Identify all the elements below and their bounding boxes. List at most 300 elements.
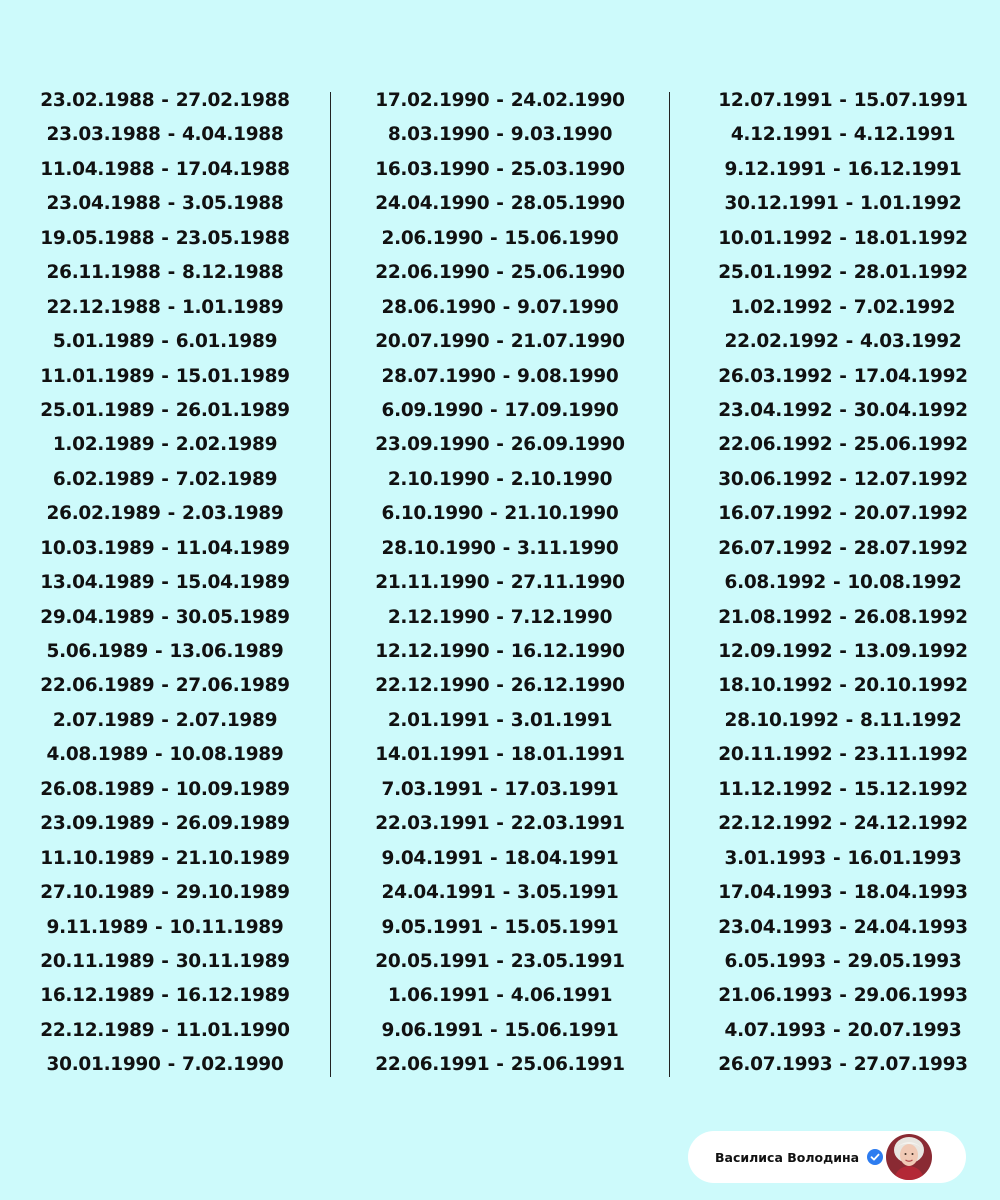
range-separator: - xyxy=(167,503,175,525)
range-start-date: 4.12.1991 xyxy=(730,124,833,146)
date-range-row xyxy=(25,945,305,979)
range-separator: - xyxy=(167,124,175,146)
range-separator: - xyxy=(155,641,163,662)
range-end-date: 16.12.1991 xyxy=(847,158,962,180)
range-start-date: 4.07.1993 xyxy=(724,1019,827,1041)
range-separator: - xyxy=(161,813,169,835)
range-end-date: 17.04.1992 xyxy=(853,365,968,387)
range-start-date: 23.09.1989 xyxy=(40,813,155,835)
range-end-date: 17.09.1990 xyxy=(504,399,619,421)
range-separator: - xyxy=(167,1054,175,1076)
date-range-row xyxy=(708,497,978,531)
date-range-row xyxy=(708,1048,978,1082)
range-end-date: 17.04.1988 xyxy=(175,158,290,180)
range-separator: - xyxy=(839,262,847,284)
date-range-row xyxy=(365,118,635,152)
date-range-row xyxy=(25,807,305,841)
range-separator: - xyxy=(839,916,847,938)
date-range-row xyxy=(365,635,635,669)
date-range-row xyxy=(365,842,635,876)
range-separator: - xyxy=(161,778,169,800)
range-end-date: 8.12.1988 xyxy=(181,262,284,284)
range-end-date: 29.05.1993 xyxy=(847,950,962,972)
date-range-row xyxy=(365,1014,635,1048)
range-end-date: 10.11.1989 xyxy=(169,916,284,938)
range-separator: - xyxy=(845,193,853,215)
range-separator: - xyxy=(490,1019,498,1041)
range-start-date: 26.07.1992 xyxy=(718,537,833,559)
range-start-date: 28.10.1990 xyxy=(381,537,496,559)
range-start-date: 12.09.1992 xyxy=(718,641,833,662)
date-range-row xyxy=(708,945,978,979)
range-end-date: 23.05.1991 xyxy=(510,950,625,972)
range-start-date: 12.12.1990 xyxy=(375,641,490,662)
range-end-date: 15.07.1991 xyxy=(853,90,968,111)
date-range-row xyxy=(708,979,978,1013)
range-start-date: 26.11.1988 xyxy=(46,262,161,284)
date-range-row xyxy=(25,876,305,910)
range-start-date: 7.03.1991 xyxy=(381,778,484,800)
range-separator: - xyxy=(839,468,847,490)
range-end-date: 29.10.1989 xyxy=(175,882,290,904)
date-range-row xyxy=(25,222,305,256)
range-end-date: 11.01.1990 xyxy=(175,1019,290,1041)
range-start-date: 23.04.1993 xyxy=(718,916,833,938)
range-separator: - xyxy=(496,1054,504,1076)
range-separator: - xyxy=(496,675,504,697)
range-separator: - xyxy=(845,709,853,731)
range-end-date: 21.10.1989 xyxy=(175,847,290,869)
range-separator: - xyxy=(845,331,853,353)
date-range-row xyxy=(365,291,635,325)
range-start-date: 11.10.1989 xyxy=(40,847,155,869)
range-end-date: 20.07.1992 xyxy=(853,503,968,525)
range-end-date: 23.05.1988 xyxy=(175,227,290,249)
date-column-1 xyxy=(25,84,305,1083)
range-start-date: 2.06.1990 xyxy=(381,227,484,249)
range-separator: - xyxy=(161,709,169,731)
range-start-date: 21.08.1992 xyxy=(718,606,833,628)
range-separator: - xyxy=(167,262,175,284)
range-separator: - xyxy=(161,399,169,421)
date-range-row xyxy=(365,153,635,187)
author-badge[interactable] xyxy=(688,1131,966,1183)
range-separator: - xyxy=(833,1019,841,1041)
range-end-date: 7.02.1990 xyxy=(181,1054,284,1076)
author-avatar[interactable] xyxy=(886,1134,932,1180)
range-separator: - xyxy=(496,572,504,594)
range-start-date: 11.04.1988 xyxy=(40,158,155,180)
range-end-date: 25.03.1990 xyxy=(510,158,625,180)
range-end-date: 4.04.1988 xyxy=(181,124,284,146)
range-separator: - xyxy=(839,365,847,387)
range-end-date: 2.03.1989 xyxy=(181,503,284,525)
range-end-date: 23.11.1992 xyxy=(853,744,968,766)
date-range-row xyxy=(365,566,635,600)
range-end-date: 18.04.1993 xyxy=(853,882,968,904)
range-end-date: 10.08.1989 xyxy=(169,744,284,766)
range-end-date: 15.12.1992 xyxy=(853,778,968,800)
date-range-row xyxy=(708,773,978,807)
range-start-date: 27.10.1989 xyxy=(40,882,155,904)
date-range-row xyxy=(365,497,635,531)
range-separator: - xyxy=(839,606,847,628)
date-range-row xyxy=(25,532,305,566)
range-start-date: 2.07.1989 xyxy=(52,709,155,731)
range-end-date: 18.01.1991 xyxy=(510,744,625,766)
range-separator: - xyxy=(161,537,169,559)
range-end-date: 28.07.1992 xyxy=(853,537,968,559)
range-end-date: 10.09.1989 xyxy=(175,778,290,800)
range-end-date: 2.02.1989 xyxy=(175,434,278,456)
range-end-date: 24.12.1992 xyxy=(853,813,968,835)
range-start-date: 6.09.1990 xyxy=(381,399,484,421)
range-separator: - xyxy=(839,90,847,111)
range-start-date: 16.03.1990 xyxy=(375,158,490,180)
range-end-date: 13.06.1989 xyxy=(169,641,284,662)
range-separator: - xyxy=(496,985,504,1007)
range-start-date: 12.07.1991 xyxy=(718,90,833,111)
range-start-date: 6.02.1989 xyxy=(52,468,155,490)
range-separator: - xyxy=(161,675,169,697)
date-range-row xyxy=(708,876,978,910)
range-start-date: 21.11.1990 xyxy=(375,572,490,594)
range-end-date: 16.12.1989 xyxy=(175,985,290,1007)
date-range-row xyxy=(708,153,978,187)
range-start-date: 14.01.1991 xyxy=(375,744,490,766)
range-start-date: 1.02.1992 xyxy=(730,296,833,318)
range-separator: - xyxy=(496,193,504,215)
range-separator: - xyxy=(839,1054,847,1076)
range-end-date: 3.01.1991 xyxy=(510,709,613,731)
date-range-row xyxy=(708,187,978,221)
date-range-row xyxy=(708,360,978,394)
range-start-date: 10.01.1992 xyxy=(718,227,833,249)
range-end-date: 18.01.1992 xyxy=(853,227,968,249)
range-start-date: 18.10.1992 xyxy=(718,675,833,697)
range-start-date: 28.10.1992 xyxy=(724,709,839,731)
range-separator: - xyxy=(839,227,847,249)
range-end-date: 2.10.1990 xyxy=(510,468,613,490)
date-range-row xyxy=(25,979,305,1013)
date-range-row xyxy=(25,1048,305,1082)
date-range-row xyxy=(25,911,305,945)
date-range-row xyxy=(25,669,305,703)
date-range-row xyxy=(708,738,978,772)
range-start-date: 22.02.1992 xyxy=(724,331,839,353)
range-start-date: 23.04.1992 xyxy=(718,399,833,421)
date-range-row xyxy=(25,497,305,531)
range-start-date: 23.03.1988 xyxy=(46,124,161,146)
date-range-row xyxy=(25,256,305,290)
range-end-date: 2.07.1989 xyxy=(175,709,278,731)
range-start-date: 1.02.1989 xyxy=(52,434,155,456)
range-end-date: 20.07.1993 xyxy=(847,1019,962,1041)
range-end-date: 7.02.1989 xyxy=(175,468,278,490)
range-start-date: 2.10.1990 xyxy=(387,468,490,490)
range-separator: - xyxy=(161,365,169,387)
range-separator: - xyxy=(502,296,510,318)
range-separator: - xyxy=(490,503,498,525)
range-start-date: 11.12.1992 xyxy=(718,778,833,800)
range-end-date: 26.01.1989 xyxy=(175,399,290,421)
date-range-row xyxy=(708,704,978,738)
date-range-row xyxy=(365,945,635,979)
range-separator: - xyxy=(839,503,847,525)
range-separator: - xyxy=(161,985,169,1007)
date-range-row xyxy=(25,601,305,635)
range-start-date: 17.02.1990 xyxy=(375,90,490,111)
range-start-date: 9.12.1991 xyxy=(724,158,827,180)
date-range-row xyxy=(708,394,978,428)
range-start-date: 30.01.1990 xyxy=(46,1054,161,1076)
column-divider xyxy=(330,92,331,1077)
range-start-date: 22.06.1990 xyxy=(375,262,490,284)
date-range-row xyxy=(708,566,978,600)
date-range-row xyxy=(25,153,305,187)
range-start-date: 24.04.1990 xyxy=(375,193,490,215)
range-end-date: 27.07.1993 xyxy=(853,1054,968,1076)
range-end-date: 1.01.1992 xyxy=(859,193,962,215)
date-range-row xyxy=(365,428,635,462)
range-start-date: 9.05.1991 xyxy=(381,916,484,938)
range-separator: - xyxy=(161,606,169,628)
date-range-row xyxy=(708,842,978,876)
range-separator: - xyxy=(839,399,847,421)
date-range-row xyxy=(708,807,978,841)
range-separator: - xyxy=(833,572,841,594)
range-start-date: 21.06.1993 xyxy=(718,985,833,1007)
range-end-date: 25.06.1990 xyxy=(510,262,625,284)
range-separator: - xyxy=(833,950,841,972)
range-end-date: 12.07.1992 xyxy=(853,468,968,490)
range-separator: - xyxy=(502,537,510,559)
range-end-date: 1.01.1989 xyxy=(181,296,284,318)
date-range-row xyxy=(365,876,635,910)
range-end-date: 4.03.1992 xyxy=(859,331,962,353)
range-end-date: 27.02.1988 xyxy=(175,90,290,111)
date-column-3 xyxy=(708,84,978,1083)
range-end-date: 15.06.1991 xyxy=(504,1019,619,1041)
range-separator: - xyxy=(496,950,504,972)
range-end-date: 15.06.1990 xyxy=(504,227,619,249)
date-range-row xyxy=(365,325,635,359)
range-end-date: 29.06.1993 xyxy=(853,985,968,1007)
range-separator: - xyxy=(496,641,504,662)
range-separator: - xyxy=(839,675,847,697)
range-start-date: 6.10.1990 xyxy=(381,503,484,525)
range-separator: - xyxy=(167,193,175,215)
range-separator: - xyxy=(496,468,504,490)
range-separator: - xyxy=(496,331,504,353)
range-separator: - xyxy=(161,847,169,869)
range-start-date: 23.04.1988 xyxy=(46,193,161,215)
range-end-date: 26.09.1989 xyxy=(175,813,290,835)
range-end-date: 15.01.1989 xyxy=(175,365,290,387)
range-separator: - xyxy=(490,778,498,800)
date-range-row xyxy=(365,394,635,428)
range-separator: - xyxy=(839,537,847,559)
date-range-row xyxy=(708,84,978,118)
range-start-date: 8.03.1990 xyxy=(387,124,490,146)
date-range-row xyxy=(25,463,305,497)
column-divider xyxy=(669,92,670,1077)
date-range-row xyxy=(365,256,635,290)
date-range-row xyxy=(25,394,305,428)
range-separator: - xyxy=(161,950,169,972)
range-start-date: 6.05.1993 xyxy=(724,950,827,972)
range-separator: - xyxy=(839,641,847,662)
range-separator: - xyxy=(496,262,504,284)
range-end-date: 16.01.1993 xyxy=(847,847,962,869)
range-start-date: 23.02.1988 xyxy=(40,90,155,111)
range-separator: - xyxy=(839,882,847,904)
range-start-date: 28.07.1990 xyxy=(381,365,496,387)
range-end-date: 30.04.1992 xyxy=(853,399,968,421)
range-end-date: 26.08.1992 xyxy=(853,606,968,628)
range-start-date: 25.01.1989 xyxy=(40,399,155,421)
range-separator: - xyxy=(161,331,169,353)
range-end-date: 26.12.1990 xyxy=(510,675,625,697)
range-end-date: 16.12.1990 xyxy=(510,641,625,662)
date-range-row xyxy=(25,325,305,359)
range-end-date: 4.12.1991 xyxy=(853,124,956,146)
range-end-date: 20.10.1992 xyxy=(853,675,968,697)
range-start-date: 2.12.1990 xyxy=(387,606,490,628)
date-range-row xyxy=(365,807,635,841)
date-range-row xyxy=(708,669,978,703)
date-range-row xyxy=(365,222,635,256)
range-end-date: 28.05.1990 xyxy=(510,193,625,215)
range-end-date: 4.06.1991 xyxy=(510,985,613,1007)
date-range-row xyxy=(365,738,635,772)
range-end-date: 22.03.1991 xyxy=(510,813,625,835)
verified-checkmark-icon xyxy=(867,1149,883,1165)
range-start-date: 25.01.1992 xyxy=(718,262,833,284)
range-end-date: 15.05.1991 xyxy=(504,916,619,938)
range-separator: - xyxy=(496,744,504,766)
range-separator: - xyxy=(490,847,498,869)
date-range-row xyxy=(708,532,978,566)
date-range-row xyxy=(708,325,978,359)
range-separator: - xyxy=(490,227,498,249)
range-separator: - xyxy=(833,847,841,869)
date-range-row xyxy=(708,256,978,290)
date-range-row xyxy=(365,532,635,566)
range-end-date: 27.11.1990 xyxy=(510,572,625,594)
date-column-2 xyxy=(365,84,635,1083)
date-range-row xyxy=(25,291,305,325)
date-range-row xyxy=(365,187,635,221)
range-start-date: 16.12.1989 xyxy=(40,985,155,1007)
range-start-date: 13.04.1989 xyxy=(40,572,155,594)
range-end-date: 9.03.1990 xyxy=(510,124,613,146)
range-start-date: 22.12.1988 xyxy=(46,296,161,318)
date-range-row xyxy=(708,635,978,669)
date-range-row xyxy=(25,842,305,876)
range-separator: - xyxy=(496,813,504,835)
range-start-date: 17.04.1993 xyxy=(718,882,833,904)
range-end-date: 10.08.1992 xyxy=(847,572,962,594)
range-separator: - xyxy=(161,1019,169,1041)
range-start-date: 26.02.1989 xyxy=(46,503,161,525)
range-start-date: 1.06.1991 xyxy=(387,985,490,1007)
date-range-row xyxy=(365,84,635,118)
range-start-date: 10.03.1989 xyxy=(40,537,155,559)
range-end-date: 30.11.1989 xyxy=(175,950,290,972)
date-range-row xyxy=(25,118,305,152)
range-separator: - xyxy=(502,882,510,904)
date-range-row xyxy=(25,1014,305,1048)
date-range-row xyxy=(25,428,305,462)
date-range-row xyxy=(365,704,635,738)
range-separator: - xyxy=(490,399,498,421)
date-range-row xyxy=(365,360,635,394)
range-start-date: 22.12.1990 xyxy=(375,675,490,697)
range-start-date: 16.07.1992 xyxy=(718,503,833,525)
date-range-row xyxy=(365,979,635,1013)
range-start-date: 6.08.1992 xyxy=(724,572,827,594)
range-end-date: 11.04.1989 xyxy=(175,537,290,559)
range-end-date: 21.10.1990 xyxy=(504,503,619,525)
range-start-date: 9.11.1989 xyxy=(46,916,149,938)
range-start-date: 3.01.1993 xyxy=(724,847,827,869)
range-start-date: 5.06.1989 xyxy=(46,641,149,662)
range-start-date: 20.11.1992 xyxy=(718,744,833,766)
date-range-row xyxy=(25,738,305,772)
range-start-date: 22.12.1989 xyxy=(40,1019,155,1041)
range-separator: - xyxy=(161,434,169,456)
range-start-date: 22.12.1992 xyxy=(718,813,833,835)
range-start-date: 22.06.1989 xyxy=(40,675,155,697)
range-separator: - xyxy=(167,296,175,318)
date-range-row xyxy=(25,566,305,600)
range-end-date: 30.05.1989 xyxy=(175,606,290,628)
date-range-row xyxy=(708,291,978,325)
author-name: Василиса Володина xyxy=(715,1149,860,1165)
range-separator: - xyxy=(161,227,169,249)
range-end-date: 9.08.1990 xyxy=(516,365,619,387)
range-start-date: 22.03.1991 xyxy=(375,813,490,835)
range-end-date: 21.07.1990 xyxy=(510,331,625,353)
date-range-row xyxy=(708,118,978,152)
date-range-row xyxy=(365,773,635,807)
range-end-date: 13.09.1992 xyxy=(853,641,968,662)
date-range-row xyxy=(25,360,305,394)
range-separator: - xyxy=(161,468,169,490)
range-end-date: 3.05.1988 xyxy=(181,193,284,215)
range-start-date: 9.04.1991 xyxy=(381,847,484,869)
range-separator: - xyxy=(502,365,510,387)
range-end-date: 7.12.1990 xyxy=(510,606,613,628)
range-end-date: 7.02.1992 xyxy=(853,296,956,318)
range-separator: - xyxy=(161,572,169,594)
range-end-date: 28.01.1992 xyxy=(853,262,968,284)
range-end-date: 3.05.1991 xyxy=(516,882,619,904)
range-separator: - xyxy=(839,778,847,800)
range-separator: - xyxy=(496,90,504,111)
date-range-row xyxy=(25,635,305,669)
range-separator: - xyxy=(839,985,847,1007)
range-end-date: 18.04.1991 xyxy=(504,847,619,869)
range-start-date: 20.07.1990 xyxy=(375,331,490,353)
range-end-date: 27.06.1989 xyxy=(175,675,290,697)
range-separator: - xyxy=(839,744,847,766)
range-start-date: 20.05.1991 xyxy=(375,950,490,972)
range-end-date: 24.02.1990 xyxy=(510,90,625,111)
range-start-date: 22.06.1992 xyxy=(718,434,833,456)
range-separator: - xyxy=(839,296,847,318)
